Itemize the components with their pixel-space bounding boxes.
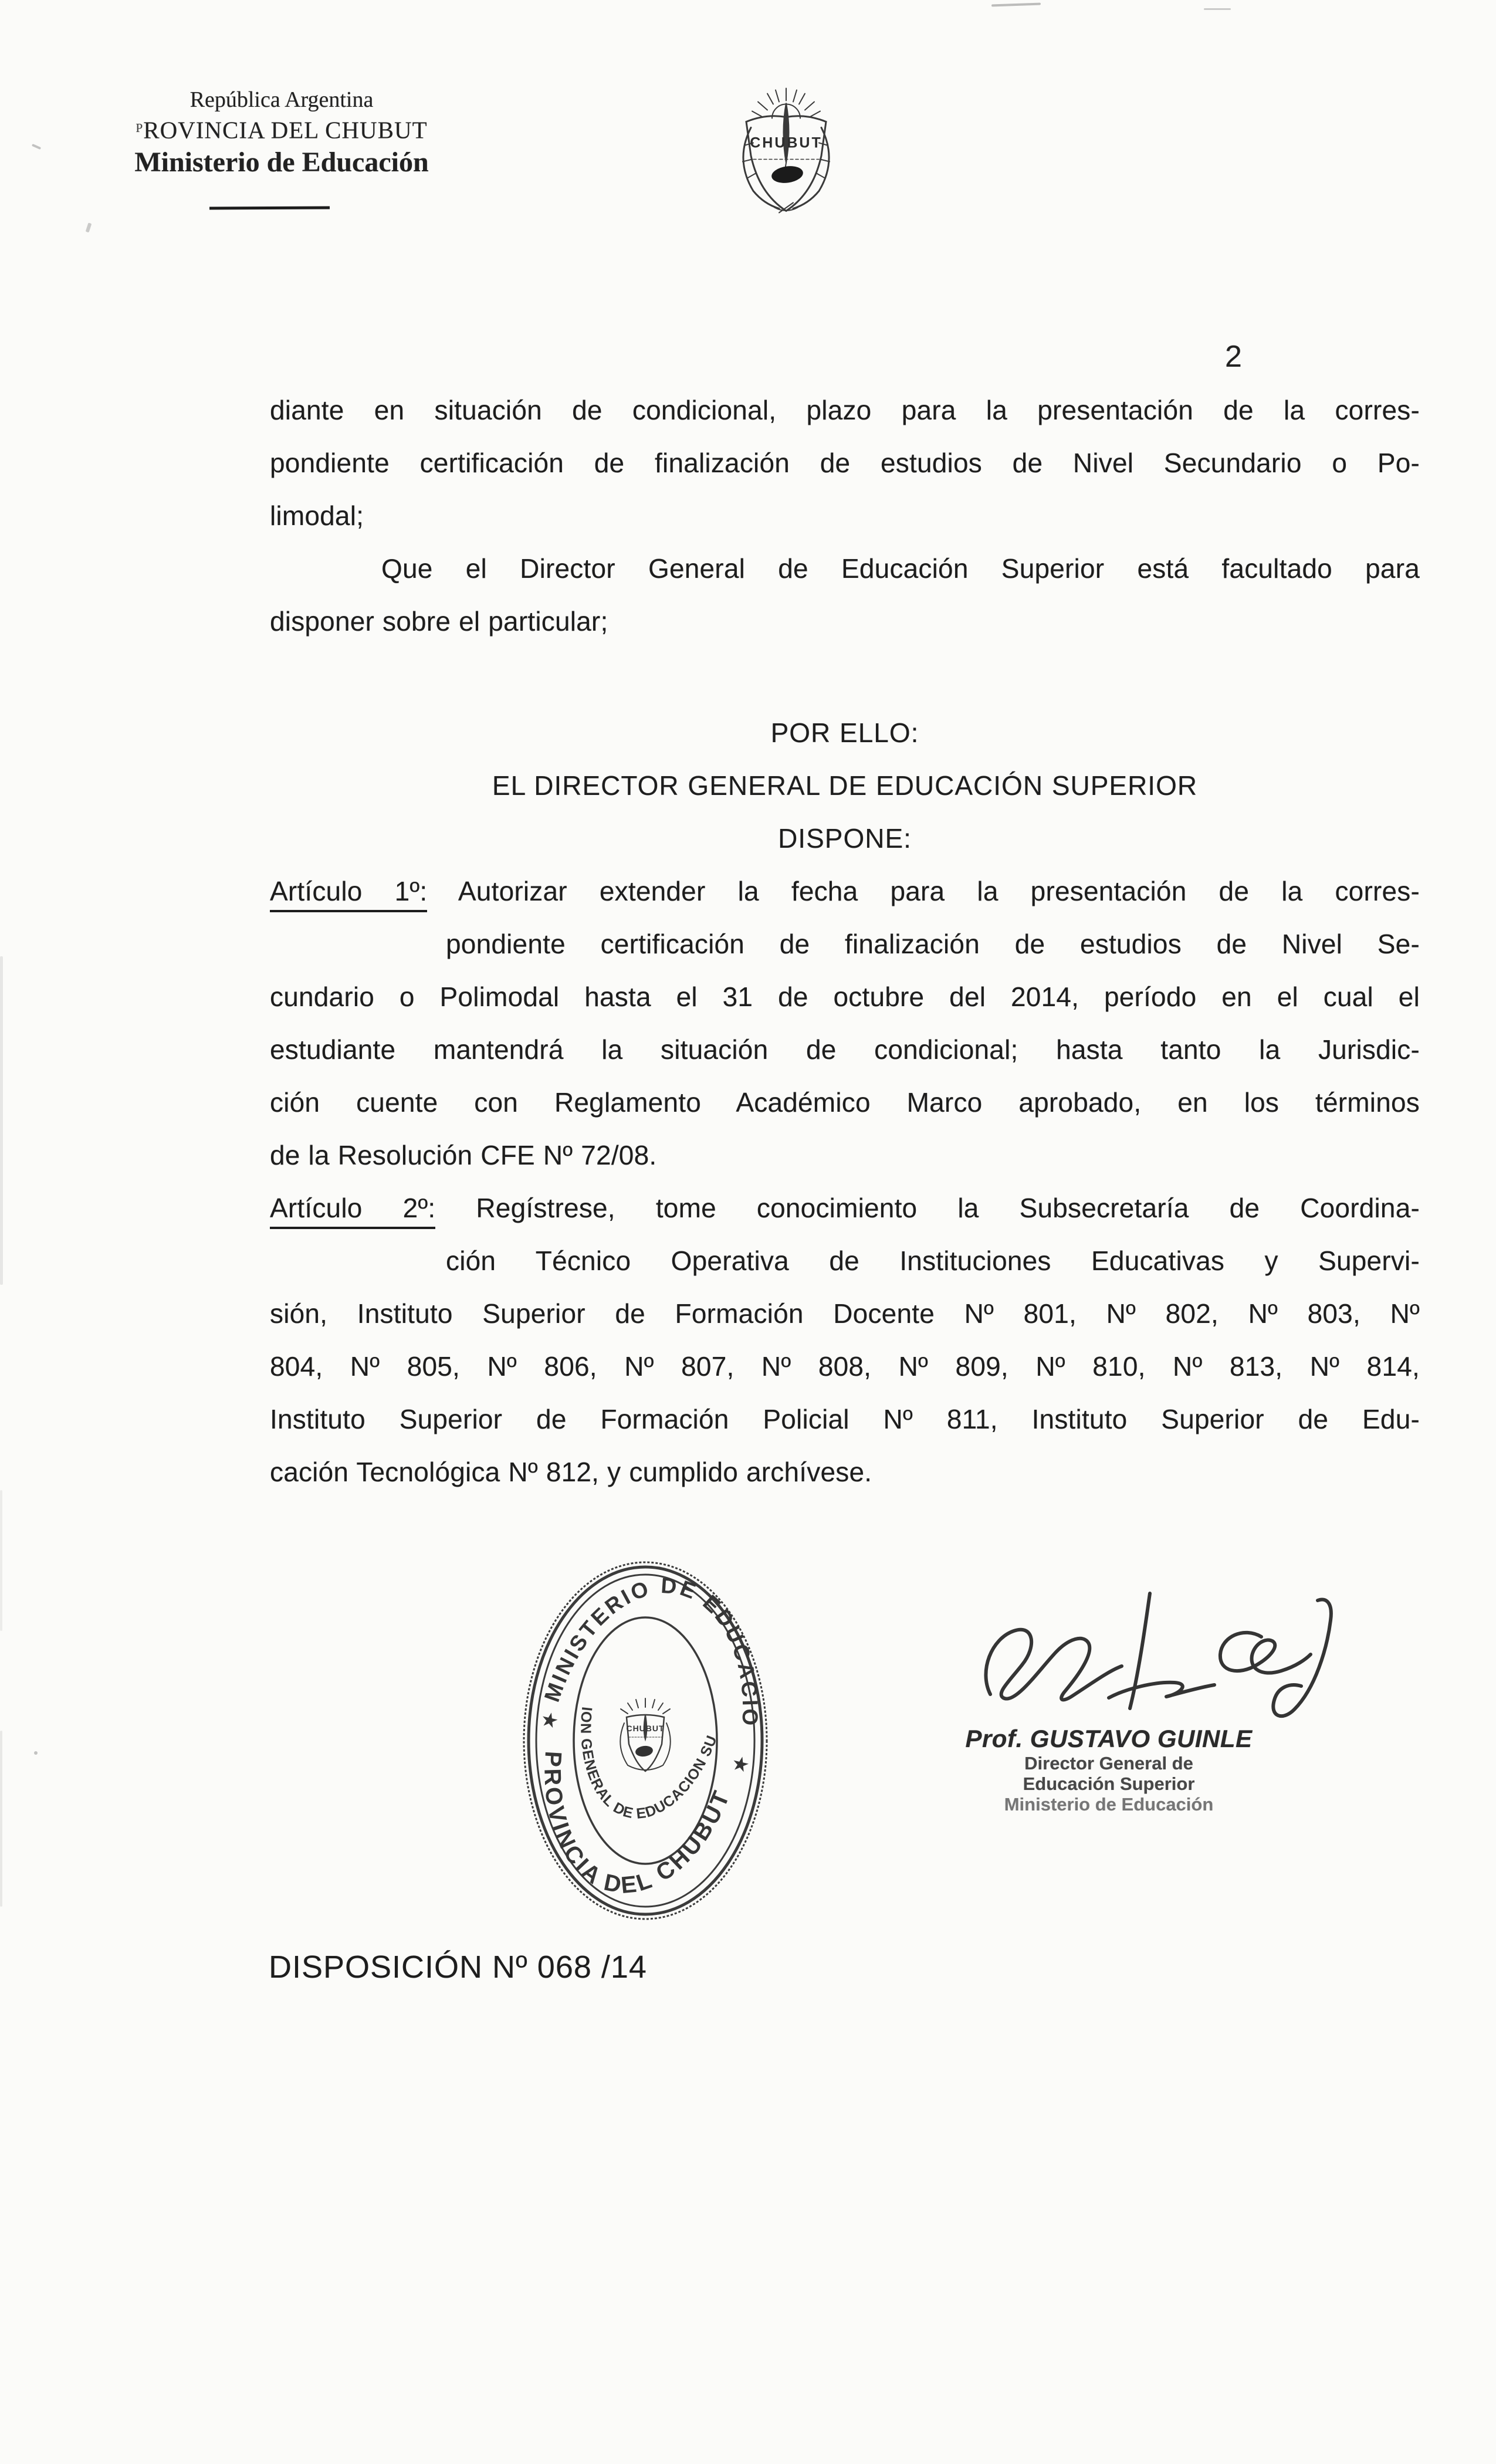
- scan-artifact: [0, 1490, 2, 1631]
- body-line: ción cuente con Reglamento Académico Marco aprobado, en los términos: [270, 1087, 1420, 1118]
- body-line: pondiente certificación de finalización de estudios de Nivel Secundario o Po-: [270, 448, 1420, 478]
- scan-artifact: [34, 1751, 38, 1755]
- body-line: cundario o Polimodal hasta el 31 de octubre del 2014, período en el cual el: [270, 981, 1420, 1012]
- body-line: de la Resolución CFE Nº 72/08.: [270, 1140, 657, 1170]
- body-line: limodal;: [270, 500, 364, 531]
- stamp-star-left-icon: ★: [538, 1707, 561, 1734]
- scan-artifact: [0, 1731, 2, 1907]
- body-line: Que el Director General de Educación Superior está facultado para: [381, 553, 1420, 584]
- signatory-title-1: Director General de: [1024, 1753, 1193, 1773]
- stamp-center-crest: [620, 1698, 670, 1771]
- letterhead-province: [82, 114, 481, 144]
- disposition-number: DISPOSICIÓN Nº 068 /14: [269, 1949, 647, 1985]
- document-body: [270, 384, 1420, 1498]
- body-line: DISPONE:: [778, 823, 912, 854]
- oval-stamp: [515, 1558, 776, 1923]
- article-label: Artículo 2º:: [270, 1193, 435, 1229]
- stamp-star-right-icon: ★: [729, 1751, 752, 1778]
- scan-artifact: [1204, 8, 1231, 10]
- stamp-center-banner-text: CHUBUT: [626, 1724, 665, 1733]
- letterhead-province-initial: P: [136, 121, 144, 135]
- body-line: pondiente certificación de finalización de estudios de Nivel Se-: [446, 929, 1420, 959]
- scan-artifact: [0, 956, 3, 1285]
- stamp-ring-bottom-text: PROVINCIA DEL CHUBUT: [539, 1750, 736, 1899]
- body-line: EL DIRECTOR GENERAL DE EDUCACIÓN SUPERIOR: [492, 770, 1198, 801]
- stamp-ring-top-text: MINISTERIO DE EDUCACION: [539, 1573, 763, 1728]
- scan-artifact: [86, 222, 92, 232]
- body-line: disponer sobre el particular;: [270, 606, 608, 637]
- signatory-name: Prof. GUSTAVO GUINLE: [965, 1725, 1253, 1752]
- crest-figure: [770, 164, 804, 185]
- signatory-title-3: Ministerio de Educación: [1004, 1794, 1214, 1815]
- crest-banner-text: CHUBUT: [750, 134, 823, 151]
- letterhead-country: República Argentina: [189, 87, 374, 112]
- body-line: Artículo 1º: Autorizar extender la fecha para la presentación de la corres-: [270, 865, 1420, 918]
- body-line: sión, Instituto Superior de Formación Docente Nº 801, Nº 802, Nº 803, Nº: [270, 1298, 1420, 1329]
- body-line: cación Tecnológica Nº 812, y cumplido archívese.: [270, 1457, 872, 1487]
- letterhead-rule: [209, 206, 330, 209]
- body-line: ción Técnico Operativa de Instituciones Educativas y Supervi-: [446, 1245, 1420, 1276]
- letterhead: [82, 87, 481, 178]
- scan-artifact: [991, 3, 1041, 7]
- body-line: diante en situación de condicional, plazo para la presentación de la corres-: [270, 395, 1420, 425]
- body-line: 804, Nº 805, Nº 806, Nº 807, Nº 808, Nº 809, Nº 810, Nº 813, Nº 814,: [270, 1351, 1420, 1382]
- stamp-inner-arc-text: DIRECCION GENERAL DE EDUCACION SUPERIOR: [577, 1706, 720, 1822]
- body-line: Artículo 2º: Regístrese, tome conocimiento la Subsecretaría de Coordina-: [270, 1182, 1420, 1234]
- body-line: POR ELLO:: [770, 717, 919, 748]
- signatory-title-2: Educación Superior: [1023, 1773, 1195, 1794]
- article-label: Artículo 1º:: [270, 876, 427, 912]
- letterhead-ministry: Ministerio de Educación: [134, 146, 429, 178]
- signature-scribble: [968, 1583, 1349, 1735]
- signatory-block: [962, 1725, 1255, 1815]
- body-line: Instituto Superior de Formación Policial Nº 811, Instituto Superior de Edu-: [270, 1404, 1420, 1434]
- chubut-coat-of-arms: [733, 86, 839, 219]
- scan-artifact: [32, 144, 41, 150]
- body-line: estudiante mantendrá la situación de condicional; hasta tanto la Jurisdic-: [270, 1034, 1420, 1065]
- page-number: 2: [1225, 340, 1242, 374]
- letterhead-province-rest: ROVINCIA DEL CHUBUT: [143, 116, 428, 144]
